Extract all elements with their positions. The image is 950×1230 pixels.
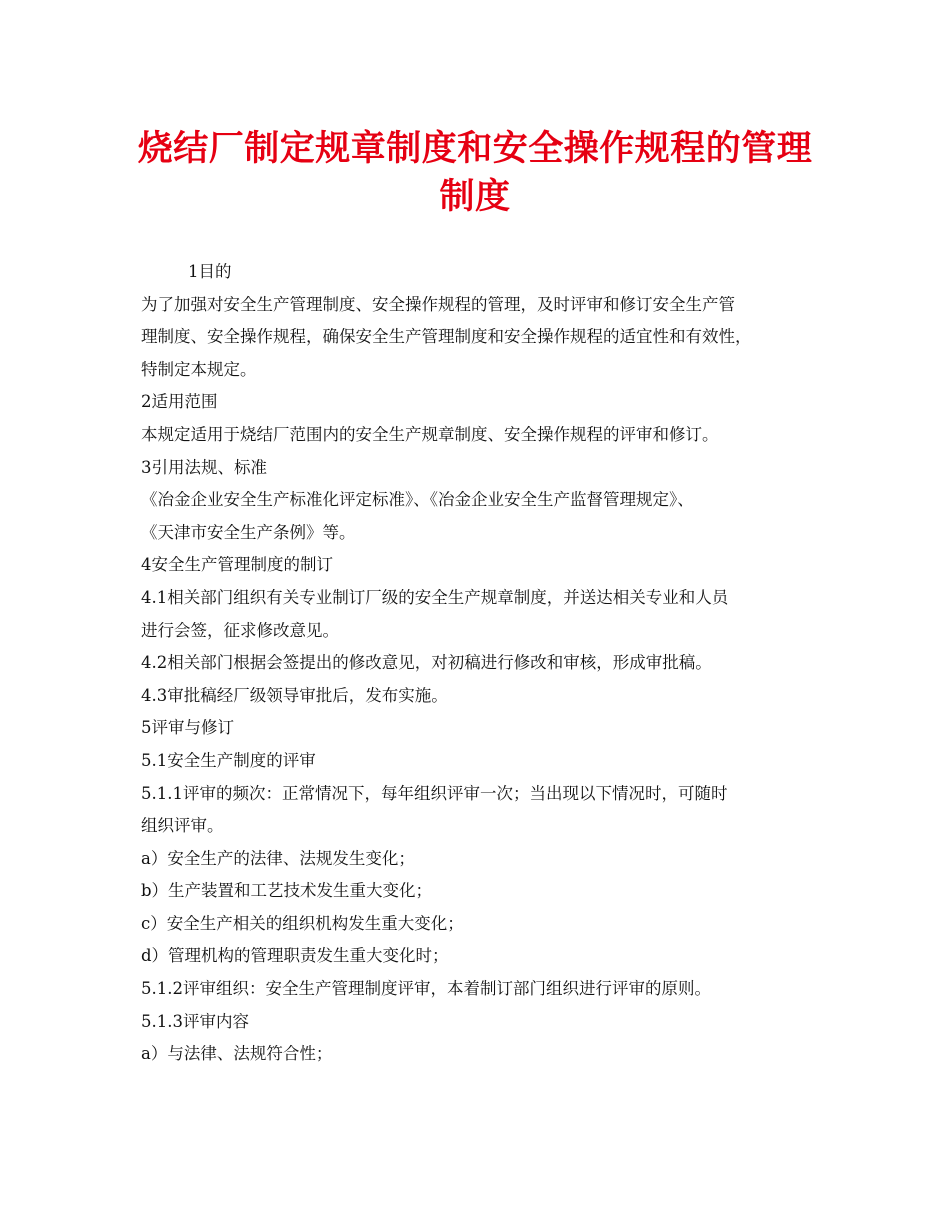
paragraph-line: 5.1.1评审的频次：正常情况下，每年组织评审一次；当出现以下情况时，可随时 <box>141 783 728 803</box>
paragraph-line: 本规定适用于烧结厂范围内的安全生产规章制度、安全操作规程的评审和修订。 <box>141 424 719 444</box>
section-heading-scope: 2适用范围 <box>141 392 218 412</box>
section-heading-purpose: 1目的 <box>188 262 232 281</box>
list-item: d）管理机构的管理职责发生重大变化时； <box>141 946 449 966</box>
paragraph-line: 5.1.2评审组织：安全生产管理制度评审，本着制订部门组织进行评审的原则。 <box>141 979 711 999</box>
paragraph-line: 4.1相关部门组织有关专业制订厂级的安全生产规章制度，并送达相关专业和人员 <box>141 587 729 607</box>
subsection-heading: 5.1安全生产制度的评审 <box>141 750 316 770</box>
section-heading-references: 3引用法规、标准 <box>141 457 267 477</box>
paragraph-line: 进行会签，征求修改意见。 <box>141 620 339 640</box>
paragraph-line: 理制度、安全操作规程，确保安全生产管理制度和安全操作规程的适宜性和有效性， <box>141 327 752 347</box>
subsection-heading: 5.1.3评审内容 <box>141 1011 249 1031</box>
paragraph-line: 为了加强对安全生产管理制度、安全操作规程的管理，及时评审和修订安全生产管 <box>141 294 735 314</box>
section-heading-review: 5评审与修订 <box>141 718 234 738</box>
paragraph-line: 《冶金企业安全生产标准化评定标准》、《冶金企业安全生产监督管理规定》、 <box>141 490 694 510</box>
paragraph-line: 组织评审。 <box>141 816 224 836</box>
document-body <box>141 256 821 1071</box>
title-line-1: 烧结厂制定规章制度和安全操作规程的管理 <box>137 129 813 169</box>
list-item: a）安全生产的法律、法规发生变化； <box>141 848 415 868</box>
paragraph-line: 4.2相关部门根据会签提出的修改意见，对初稿进行修改和审核，形成审批稿。 <box>141 653 712 673</box>
paragraph-line: 4.3审批稿经厂级领导审批后，发布实施。 <box>141 685 448 705</box>
document-title <box>100 125 850 221</box>
list-item: a）与法律、法规符合性； <box>141 1044 333 1064</box>
paragraph-line: 《天津市安全生产条例》等。 <box>141 522 356 542</box>
list-item: c）安全生产相关的组织机构发生重大变化； <box>141 913 464 933</box>
title-line-2: 制度 <box>439 177 511 217</box>
list-item: b）生产装置和工艺技术发生重大变化； <box>141 881 433 901</box>
paragraph-line: 特制定本规定。 <box>141 359 257 379</box>
section-heading-formulation: 4安全生产管理制度的制订 <box>141 555 333 575</box>
